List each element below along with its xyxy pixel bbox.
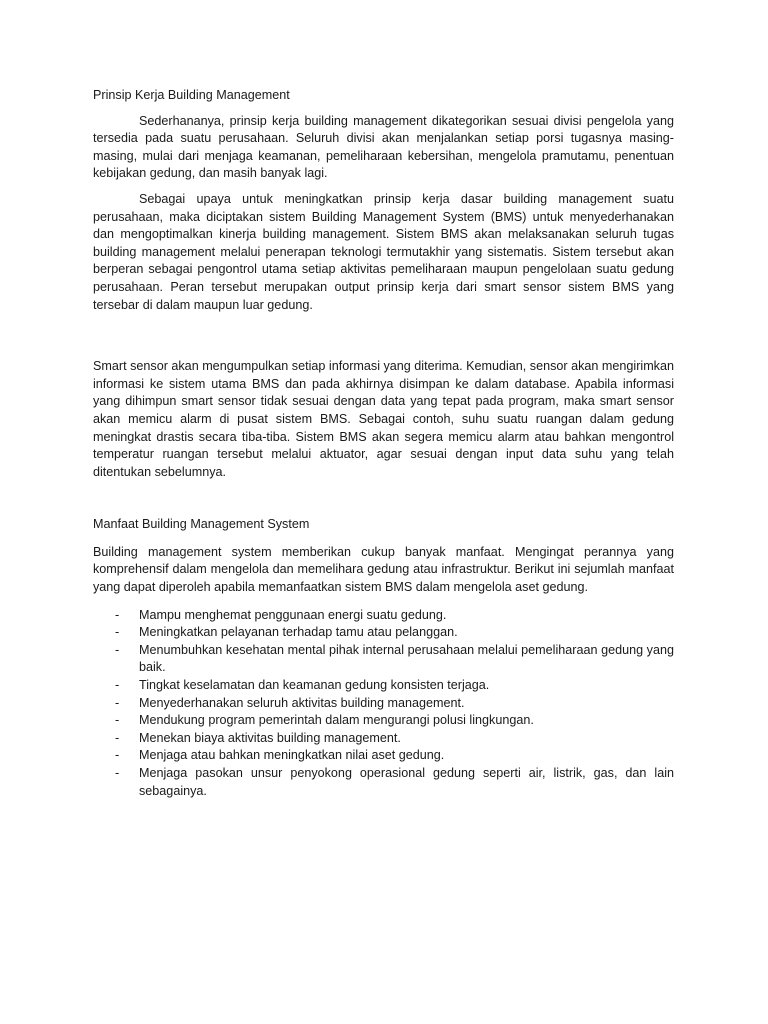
list-item-text: Menumbuhkan kesehatan mental pihak internal perusahaan melalui pemeliharaan gedung yang baik.	[139, 642, 674, 675]
bullet-marker: -	[115, 642, 120, 657]
bullet-marker: -	[115, 625, 120, 640]
paragraph-intro: Building management system memberikan cukup banyak manfaat. Mengingat perannya yang komprehensif dalam mengelola dan memelihara gedung atau infrastruktur. Berikut ini sejumlah manfaat yang dapat diperoleh apabila memanfaatkan sistem BMS dalam mengelola aset gedung.	[93, 544, 674, 595]
list-item	[93, 607, 674, 625]
list-item-text: Menjaga pasokan unsur penyokong operasional gedung seperti air, listrik, gas, dan lain sebagainya.	[139, 766, 674, 798]
list-item-text: Menyederhanakan seluruh aktivitas building management.	[139, 695, 465, 710]
section-heading-prinsip: Prinsip Kerja Building Management	[93, 88, 290, 102]
bullet-marker: -	[115, 713, 120, 728]
paragraph-3: Smart sensor akan mengumpulkan setiap informasi yang diterima. Kemudian, sensor akan mengirimkan informasi ke sistem utama BMS dan pada akhirnya disimpan ke dalam database. Apabila informasi yang dihimpun smart sensor tidak sesuai dengan data yang tepat pada program, maka smart sensor akan memicu alarm di pusat sistem BMS. Sebagai contoh, suhu suatu ruangan dalam gedung meningkat drastis secara tiba-tiba. Sistem BMS akan segera memicu alarm atau bahkan mengontrol temperatur ruangan tersebut melalui aktuator, agar sesuai dengan input data suhu yang telah ditentukan sebelumnya.	[93, 359, 674, 479]
list-item	[93, 712, 674, 730]
list-item	[93, 747, 674, 765]
paragraph-1: Sederhananya, prinsip kerja building management dikategorikan sesuai divisi pengelola yang tersedia pada suatu perusahaan. Seluruh divisi akan menjalankan setiap porsi tugasnya masing-masing, mulai dari menjaga keamanan, pemeliharaan kebersihan, mengelola pramutamu, penentuan kebijakan gedung, dan masih banyak lagi.	[93, 113, 674, 181]
list-item-text: Meningkatkan pelayanan terhadap tamu atau pelanggan.	[139, 625, 458, 640]
list-item-text: Menjaga atau bahkan meningkatkan nilai aset gedung.	[139, 748, 445, 763]
paragraph-2: Sebagai upaya untuk meningkatkan prinsip kerja dasar building management suatu perusahaan, maka diciptakan sistem Building Management System (BMS) untuk menyederhanakan dan mengoptimalkan kinerja building management. Sistem BMS akan melaksanakan seluruh tugas building management melalui penerapan teknologi termutakhir yang sistematis. Sistem tersebut akan berperan sebagai pengontrol utama setiap aktivitas pemeliharaan maupun pengelolaan suatu gedung perusahaan. Peran tersebut merupakan output prinsip kerja dari smart sensor sistem BMS yang tersebar di dalam maupun luar gedung.	[93, 191, 674, 312]
bullet-marker: -	[115, 766, 120, 780]
benefit-list	[93, 607, 674, 801]
list-item	[93, 677, 674, 695]
list-item-text: Tingkat keselamatan dan keamanan gedung konsisten terjaga.	[139, 678, 490, 693]
bullet-marker: -	[115, 607, 120, 622]
list-item	[93, 695, 674, 713]
section-heading-manfaat: Manfaat Building Management System	[93, 517, 310, 532]
list-item-text: Menekan biaya aktivitas building management.	[139, 730, 401, 745]
list-item	[93, 624, 674, 642]
list-item	[93, 642, 674, 677]
list-item	[93, 730, 674, 748]
bullet-marker: -	[115, 695, 120, 710]
document-page	[93, 87, 674, 800]
bullet-marker: -	[115, 730, 120, 745]
list-item	[93, 765, 674, 800]
list-item-text: Mendukung program pemerintah dalam mengurangi polusi lingkungan.	[139, 713, 534, 728]
bullet-marker: -	[115, 748, 120, 763]
list-item-text: Mampu menghemat penggunaan energi suatu gedung.	[139, 607, 447, 622]
bullet-marker: -	[115, 678, 120, 693]
